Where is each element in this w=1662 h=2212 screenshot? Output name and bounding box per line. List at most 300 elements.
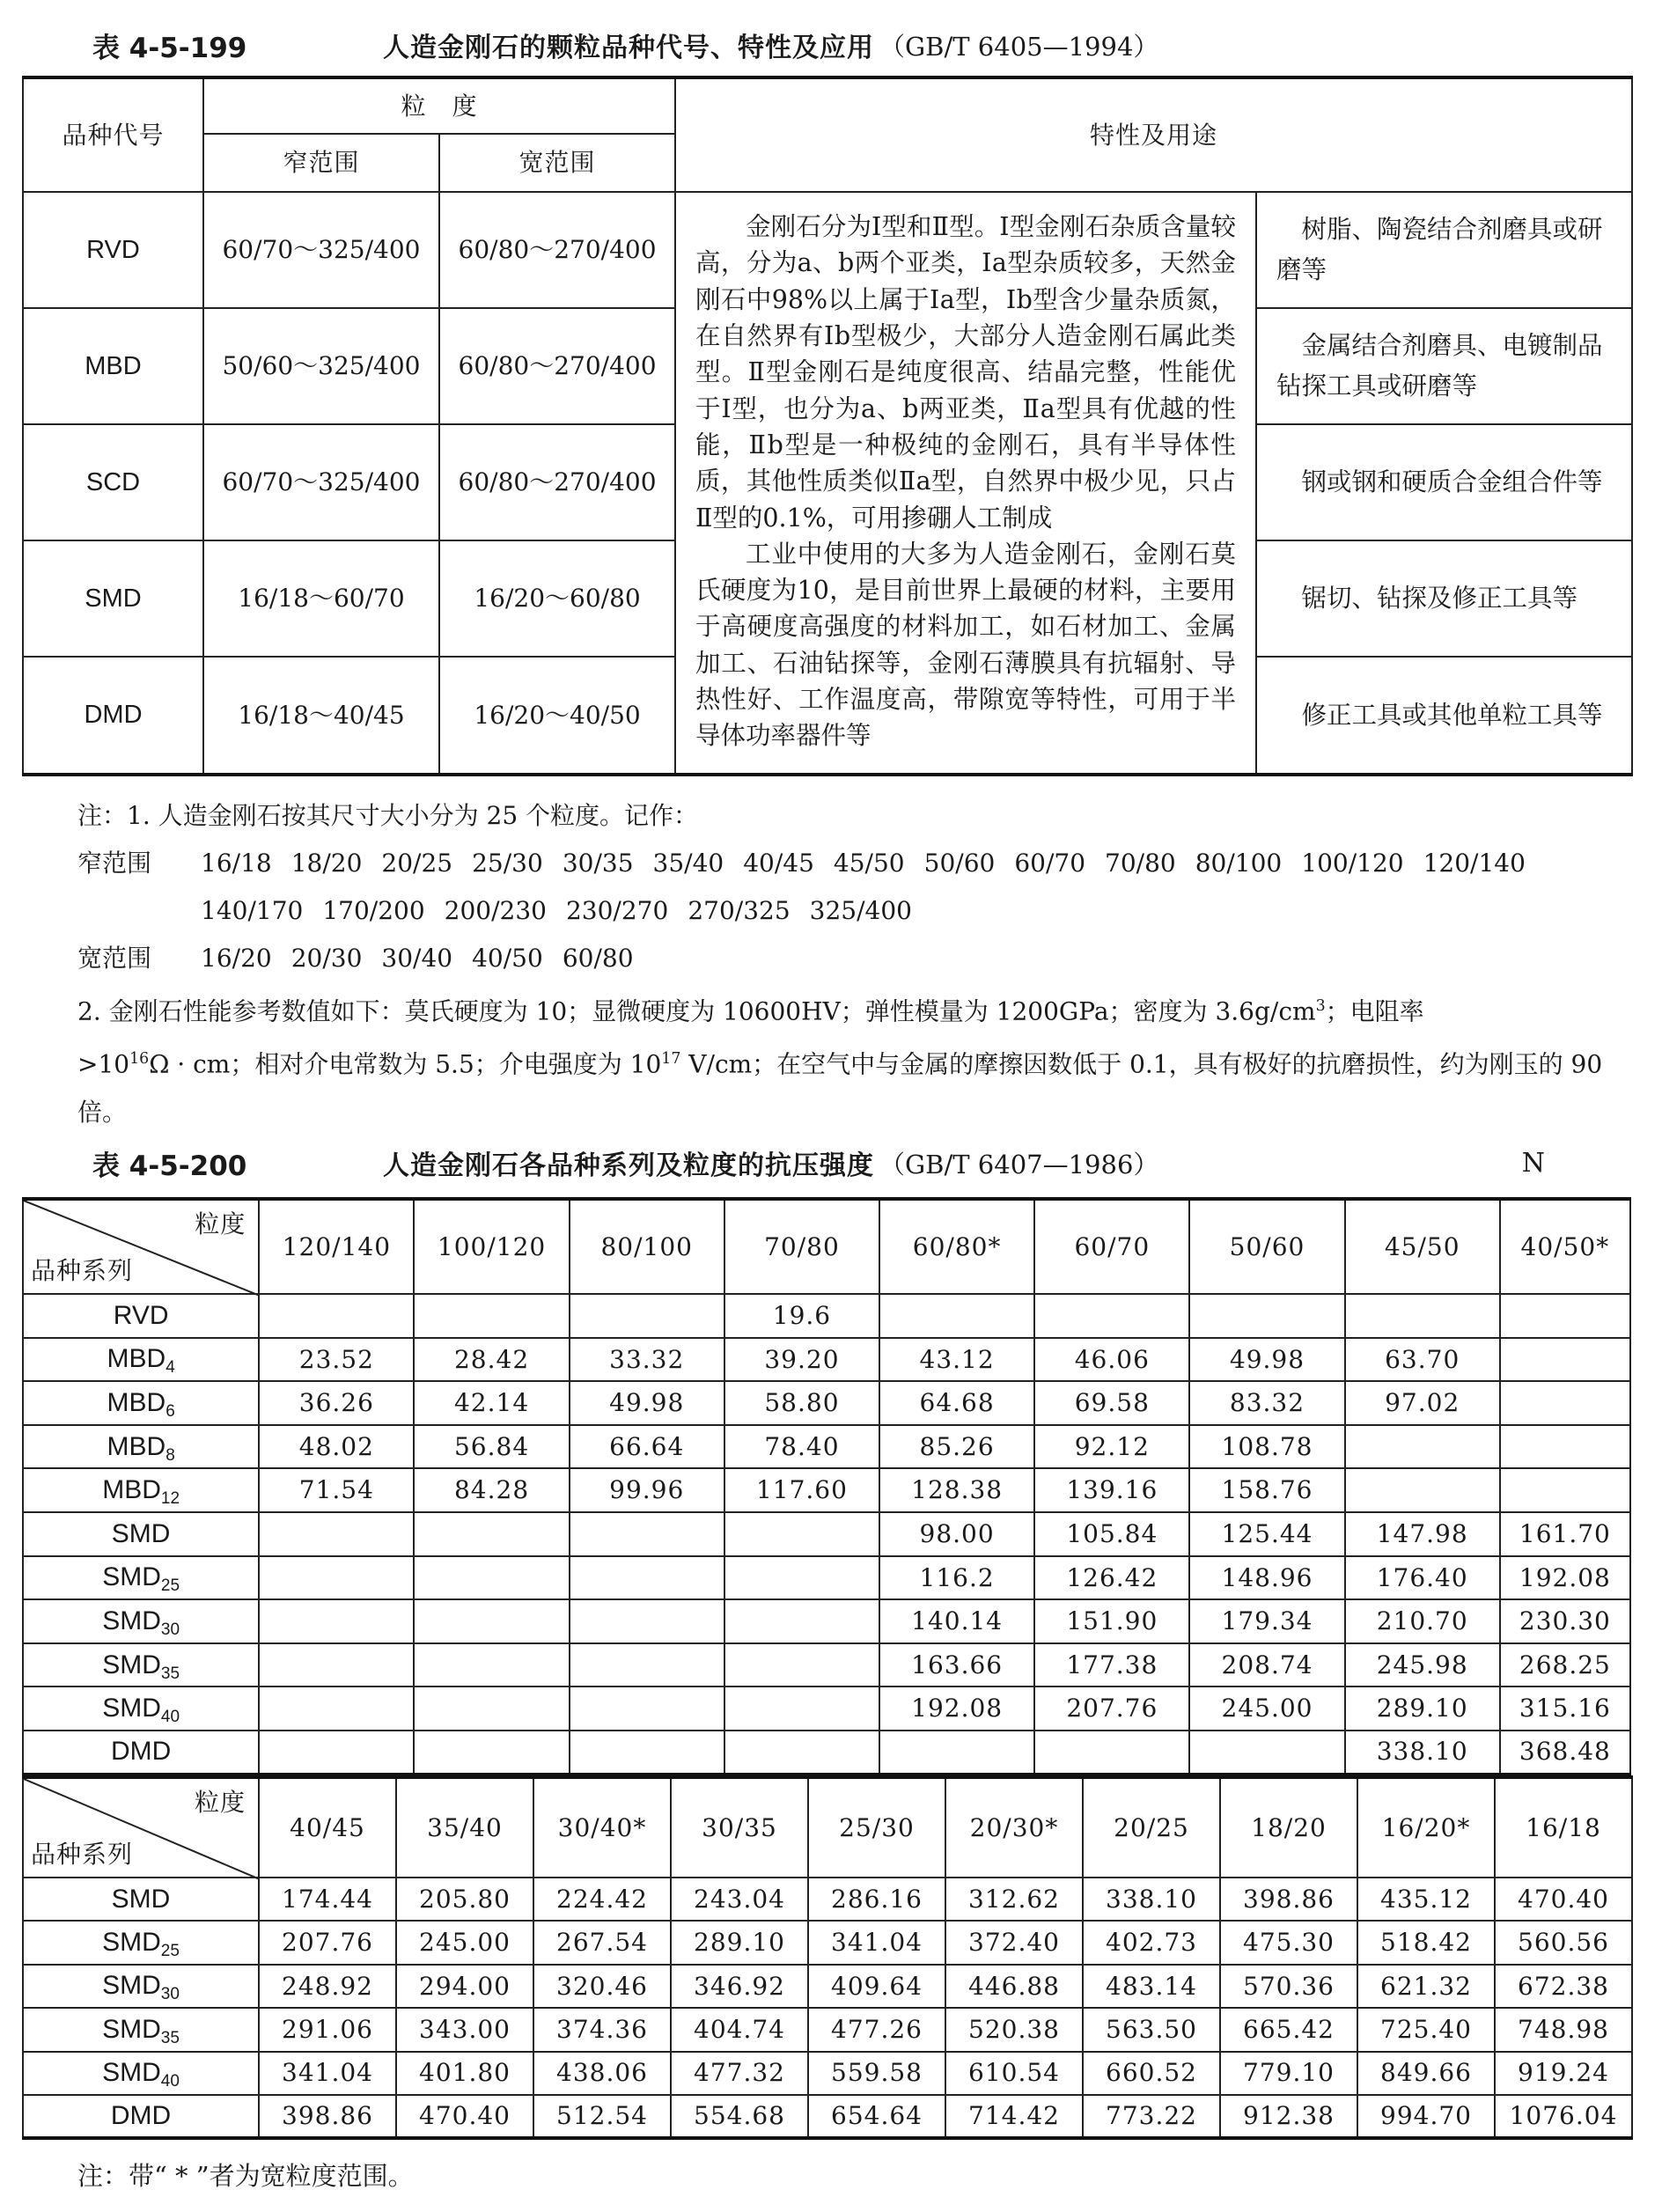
strength-value-cell: 28.42: [414, 1338, 569, 1382]
wide-cell: 16/20～60/80: [439, 540, 675, 657]
strength-value-cell: [570, 1556, 724, 1600]
series-name: SMD: [111, 1884, 171, 1914]
strength-value-cell: 97.02: [1345, 1381, 1500, 1425]
strength-value-cell: 46.06: [1034, 1338, 1189, 1382]
description-cell: [675, 192, 1256, 775]
note-2-text-a: 2. 金刚石性能参考数值如下：莫氏硬度为 10；显微硬度为 10600HV；弹性模量为 1200GPa；密度为 3.6g/cm: [77, 996, 1316, 1026]
strength-value-cell: 207.76: [259, 1921, 396, 1964]
table-row: [23, 1965, 1632, 2008]
strength-value-cell: 174.44: [259, 1878, 396, 1921]
strength-value-cell: [1500, 1294, 1630, 1338]
table-row: [23, 1731, 1630, 1775]
grain-size-item: 16/18: [201, 849, 272, 878]
series-name: RVD: [113, 1300, 169, 1330]
grain-size-item: 80/100: [1195, 849, 1283, 878]
strength-value-cell: [570, 1731, 724, 1775]
strength-value-cell: [1034, 1731, 1189, 1775]
strength-value-cell: 849.66: [1357, 2052, 1495, 2095]
grain-size-item: 60/80: [562, 944, 634, 973]
table-row: [23, 1599, 1630, 1643]
strength-value-cell: 268.25: [1500, 1643, 1630, 1687]
table1-title: 人造金刚石的颗粒品种代号、特性及应用: [383, 33, 874, 63]
strength-value-cell: 179.34: [1189, 1599, 1344, 1643]
strength-value-cell: 66.64: [570, 1425, 724, 1469]
table-row: [23, 1878, 1632, 1921]
table-row: [23, 1921, 1632, 1964]
strength-value-cell: 446.88: [945, 1965, 1083, 2008]
series-name-cell: [23, 1965, 259, 2008]
strength-value-cell: [1345, 1294, 1500, 1338]
use-cell: 修正工具或其他单粒工具等: [1256, 657, 1632, 775]
strength-value-cell: 312.62: [945, 1878, 1083, 1921]
strength-value-cell: 289.10: [1345, 1687, 1500, 1731]
note-2: [77, 982, 1636, 1136]
table-row: [23, 2095, 1632, 2138]
strength-value-cell: 654.64: [808, 2095, 945, 2138]
series-subscript: 4: [165, 1358, 175, 1378]
series-subscript: 25: [160, 1576, 180, 1596]
note-2-sup-c: 16: [129, 1050, 150, 1069]
grain-size-item: 30/35: [562, 849, 634, 878]
table-row: [23, 1338, 1630, 1382]
strength-value-cell: [879, 1731, 1034, 1775]
strength-value-cell: 470.40: [396, 2095, 533, 2138]
grain-size-item: 120/140: [1423, 849, 1526, 878]
strength-value-cell: 248.92: [259, 1965, 396, 2008]
strength-value-cell: 207.76: [1034, 1687, 1189, 1731]
strength-value-cell: [414, 1731, 569, 1775]
grain-size-header: 25/30: [808, 1777, 945, 1878]
grain-size-item: 325/400: [809, 896, 912, 925]
series-name-cell: [23, 1599, 259, 1643]
strength-value-cell: 401.80: [396, 2052, 533, 2095]
grain-size-header: 45/50: [1345, 1199, 1500, 1294]
strength-value-cell: 341.04: [259, 2052, 396, 2095]
header-code: 品种代号: [23, 77, 203, 192]
strength-value-cell: [570, 1643, 724, 1687]
strength-value-cell: 665.42: [1220, 2008, 1357, 2051]
corner-label-grain: 粒度: [194, 1788, 246, 1817]
strength-value-cell: 69.58: [1034, 1381, 1189, 1425]
header-wide: 宽范围: [439, 134, 675, 192]
series-subscript: 6: [165, 1401, 175, 1421]
table2-footnote: 注：带“ * ”者为宽粒度范围。: [77, 2161, 414, 2191]
strength-value-cell: 610.54: [945, 2052, 1083, 2095]
strength-value-cell: 48.02: [259, 1425, 414, 1469]
use-cell: 钢或钢和硬质合金组合件等: [1256, 424, 1632, 540]
strength-value-cell: 78.40: [724, 1425, 879, 1469]
strength-value-cell: 267.54: [533, 1921, 671, 1964]
strength-value-cell: 125.44: [1189, 1512, 1344, 1556]
grain-size-header: 16/20*: [1357, 1777, 1495, 1878]
note-2-sup-a: 3: [1315, 997, 1326, 1015]
strength-value-cell: 475.30: [1220, 1921, 1357, 1964]
strength-value-cell: 192.08: [1500, 1556, 1630, 1600]
grain-size-item: 270/325: [688, 896, 791, 925]
series-subscript: 30: [160, 1985, 180, 2004]
series-name-cell: [23, 1294, 259, 1338]
corner-header-cell: [23, 1777, 259, 1878]
series-subscript: 40: [160, 1708, 180, 1727]
strength-value-cell: 748.98: [1495, 2008, 1632, 2051]
grain-size-header: 18/20: [1220, 1777, 1357, 1878]
table-row: [23, 1425, 1630, 1469]
series-subscript: 12: [160, 1489, 180, 1509]
series-name-cell: [23, 1687, 259, 1731]
grain-size-item: 30/40: [381, 944, 453, 973]
table2-standard: （GB/T 6407—1986）: [879, 1149, 1159, 1179]
strength-value-cell: 163.66: [879, 1643, 1034, 1687]
description-paragraph-1: 金刚石分为Ⅰ型和Ⅱ型。Ⅰ型金刚石杂质含量较高，分为a、b两个亚类，Ⅰa型杂质较多，天然金刚石中98%以上属于Ⅰa型，Ⅰb型含少量杂质氮，在自然界有Ⅰb型极少，大部分人造金刚石属此类型。Ⅱ型金刚石是纯度很高、结晶完整，性能优于Ⅰ型，也分为a、b两亚类，Ⅱa型具有优越的性能，Ⅱb型是一种极纯的金刚石，具有半导体性质，其他性质类似Ⅱa型，自然界中极少见，只占Ⅱ型的0.1%，可用掺硼人工制成: [695, 212, 1237, 533]
strength-value-cell: [259, 1687, 414, 1731]
series-name-cell: [23, 1512, 259, 1556]
grain-size-item: 35/40: [652, 849, 724, 878]
strength-value-cell: 409.64: [808, 1965, 945, 2008]
series-name: SMD: [102, 1928, 161, 1958]
strength-value-cell: 139.16: [1034, 1468, 1189, 1512]
narrow-range-items-2: [201, 896, 931, 925]
strength-value-cell: 402.73: [1083, 1921, 1220, 1964]
series-name-cell: [23, 1425, 259, 1469]
strength-value-cell: [1189, 1731, 1344, 1775]
strength-value-cell: 108.78: [1189, 1425, 1344, 1469]
table-row: [23, 1468, 1630, 1512]
grain-size-header: 30/40*: [533, 1777, 671, 1878]
table2-part2: [22, 1775, 1633, 2140]
code-cell: MBD: [23, 308, 203, 424]
strength-value-cell: 404.74: [671, 2008, 808, 2051]
grain-size-item: 45/50: [833, 849, 905, 878]
strength-value-cell: 177.38: [1034, 1643, 1189, 1687]
strength-value-cell: 477.26: [808, 2008, 945, 2051]
series-name-cell: [23, 2052, 259, 2095]
strength-value-cell: 672.38: [1495, 1965, 1632, 2008]
series-name: SMD: [102, 1971, 161, 2001]
strength-value-cell: [1034, 1294, 1189, 1338]
strength-value-cell: 294.00: [396, 1965, 533, 2008]
strength-value-cell: 63.70: [1345, 1338, 1500, 1382]
strength-value-cell: [414, 1599, 569, 1643]
note-2-text-c: >10: [77, 1049, 130, 1079]
table-row: [23, 2008, 1632, 2051]
table-row: [23, 2052, 1632, 2095]
series-name-cell: [23, 1381, 259, 1425]
series-name-cell: [23, 1731, 259, 1775]
strength-value-cell: 36.26: [259, 1381, 414, 1425]
strength-value-cell: 210.70: [1345, 1599, 1500, 1643]
grain-size-header: 35/40: [396, 1777, 533, 1878]
strength-value-cell: 92.12: [1034, 1425, 1189, 1469]
strength-value-cell: [259, 1556, 414, 1600]
strength-value-cell: 520.38: [945, 2008, 1083, 2051]
strength-value-cell: 374.36: [533, 2008, 671, 2051]
strength-value-cell: 560.56: [1495, 1921, 1632, 1964]
strength-value-cell: [1189, 1294, 1344, 1338]
grain-size-header: 60/80*: [879, 1199, 1034, 1294]
strength-value-cell: 315.16: [1500, 1687, 1630, 1731]
note-2-text-e: V/cm；在空气中与金属的摩擦因数低于 0.1，具有极好的抗磨损性，约为刚玉的 90 倍。: [77, 1049, 1603, 1127]
strength-value-cell: 192.08: [879, 1687, 1034, 1731]
strength-value-cell: 398.86: [1220, 1878, 1357, 1921]
header-grain: 粒 度: [203, 77, 675, 134]
strength-value-cell: [259, 1643, 414, 1687]
strength-value-cell: 343.00: [396, 2008, 533, 2051]
strength-value-cell: 49.98: [570, 1381, 724, 1425]
strength-value-cell: 205.80: [396, 1878, 533, 1921]
note-2-text-d: Ω · cm；相对介电常数为 5.5；介电强度为 10: [149, 1049, 662, 1079]
table1-standard: （GB/T 6405—1994）: [879, 31, 1159, 62]
grain-size-item: 100/120: [1301, 849, 1404, 878]
code-cell: SMD: [23, 540, 203, 657]
grain-size-item: 18/20: [290, 849, 363, 878]
series-name: MBD: [107, 1387, 166, 1417]
strength-value-cell: [1345, 1425, 1500, 1469]
strength-value-cell: [414, 1556, 569, 1600]
use-cell: 金属结合剂磨具、电镀制品钻探工具或研磨等: [1256, 308, 1632, 424]
grain-size-item: 50/60: [923, 849, 996, 878]
grain-size-item: 230/270: [565, 896, 669, 925]
narrow-cell: 16/18～60/70: [203, 540, 439, 657]
strength-value-cell: 126.42: [1034, 1556, 1189, 1600]
strength-value-cell: 338.10: [1083, 1878, 1220, 1921]
strength-value-cell: 224.42: [533, 1878, 671, 1921]
strength-value-cell: 245.98: [1345, 1643, 1500, 1687]
series-name: MBD: [107, 1344, 166, 1374]
strength-value-cell: 341.04: [808, 1921, 945, 1964]
strength-value-cell: [1345, 1468, 1500, 1512]
series-name-cell: [23, 1878, 259, 1921]
series-subscript: 35: [160, 1664, 180, 1683]
strength-value-cell: [414, 1294, 569, 1338]
note-1: 注：1. 人造金刚石按其尺寸大小分为 25 个粒度。记作：: [77, 801, 699, 830]
strength-value-cell: 994.70: [1357, 2095, 1495, 2138]
table1-caption: [92, 23, 1633, 67]
strength-value-cell: 43.12: [879, 1338, 1034, 1382]
strength-value-cell: 230.30: [1500, 1599, 1630, 1643]
grain-size-header: 30/35: [671, 1777, 808, 1878]
strength-value-cell: 346.92: [671, 1965, 808, 2008]
grain-size-header: 60/70: [1034, 1199, 1189, 1294]
strength-value-cell: 39.20: [724, 1338, 879, 1382]
strength-value-cell: 438.06: [533, 2052, 671, 2095]
grain-size-header: 40/50*: [1500, 1199, 1630, 1294]
series-name: DMD: [110, 2101, 172, 2131]
grain-size-item: 20/30: [290, 944, 363, 973]
strength-value-cell: 99.96: [570, 1468, 724, 1512]
strength-value-cell: [724, 1687, 879, 1731]
series-name: SMD: [102, 2058, 161, 2088]
strength-value-cell: [724, 1556, 879, 1600]
strength-value-cell: 773.22: [1083, 2095, 1220, 2138]
strength-value-cell: 84.28: [414, 1468, 569, 1512]
table2-part1: [22, 1197, 1631, 1776]
table2-caption: [92, 1141, 1633, 1185]
use-cell: 树脂、陶瓷结合剂磨具或研磨等: [1256, 192, 1632, 308]
strength-value-cell: 58.80: [724, 1381, 879, 1425]
strength-value-cell: [414, 1687, 569, 1731]
series-name-cell: [23, 2095, 259, 2138]
strength-value-cell: 338.10: [1345, 1731, 1500, 1775]
strength-value-cell: 208.74: [1189, 1643, 1344, 1687]
strength-value-cell: [724, 1512, 879, 1556]
header-props: 特性及用途: [675, 77, 1632, 192]
strength-value-cell: [570, 1599, 724, 1643]
table-row: [23, 1556, 1630, 1600]
strength-value-cell: 56.84: [414, 1425, 569, 1469]
grain-size-header: 40/45: [259, 1777, 396, 1878]
strength-value-cell: 117.60: [724, 1468, 879, 1512]
grain-size-header: 120/140: [259, 1199, 414, 1294]
strength-value-cell: 291.06: [259, 2008, 396, 2051]
series-name-cell: [23, 1643, 259, 1687]
strength-value-cell: 320.46: [533, 1965, 671, 2008]
grain-size-header: 80/100: [570, 1199, 724, 1294]
strength-value-cell: [414, 1643, 569, 1687]
table2-unit: N: [1521, 1147, 1545, 1179]
use-cell: 锯切、钻探及修正工具等: [1256, 540, 1632, 657]
table-row: [23, 1294, 1630, 1338]
strength-value-cell: 554.68: [671, 2095, 808, 2138]
strength-value-cell: [724, 1599, 879, 1643]
corner-header-cell: [23, 1199, 259, 1294]
corner-label-series: 品种系列: [31, 1840, 134, 1870]
grain-size-item: 25/30: [472, 849, 543, 878]
code-cell: DMD: [23, 657, 203, 775]
grain-size-item: 70/80: [1105, 849, 1176, 878]
header-narrow: 窄范围: [203, 134, 439, 192]
strength-value-cell: [1500, 1468, 1630, 1512]
note-2-sup-d: 17: [661, 1050, 681, 1069]
grain-size-header: 50/60: [1189, 1199, 1344, 1294]
corner-label-grain: 粒度: [195, 1209, 246, 1238]
strength-value-cell: [570, 1687, 724, 1731]
table-row: [23, 1687, 1630, 1731]
series-subscript: 8: [165, 1445, 175, 1465]
grain-size-item: 40/50: [472, 944, 543, 973]
strength-value-cell: 116.2: [879, 1556, 1034, 1600]
strength-value-cell: [1500, 1381, 1630, 1425]
strength-value-cell: 779.10: [1220, 2052, 1357, 2095]
strength-value-cell: 83.32: [1189, 1381, 1344, 1425]
strength-value-cell: 570.36: [1220, 1965, 1357, 2008]
grain-size-header: 20/30*: [945, 1777, 1083, 1878]
table-row: [23, 1643, 1630, 1687]
strength-value-cell: 518.42: [1357, 1921, 1495, 1964]
series-name: MBD: [102, 1475, 161, 1505]
table1: [22, 76, 1633, 776]
series-name: SMD: [102, 1650, 161, 1679]
description-paragraph-2: 工业中使用的大多为人造金刚石，金刚石莫氏硬度为10，是目前世界上最硬的材料，主要用于高硬度高强度的材料加工，如石材加工、金属加工、石油钻探等，金刚石薄膜具有抗辐射、导热性好、工作温度高，带隙宽等特性，可用于半导体功率器件等: [695, 539, 1237, 751]
narrow-range-items: [201, 849, 1545, 878]
strength-value-cell: 151.90: [1034, 1599, 1189, 1643]
strength-value-cell: 435.12: [1357, 1878, 1495, 1921]
grain-size-item: 170/200: [322, 896, 425, 925]
strength-value-cell: 19.6: [724, 1294, 879, 1338]
table2-number: 表 4-5-200: [92, 1150, 247, 1182]
strength-value-cell: [259, 1512, 414, 1556]
notes: [77, 792, 1636, 1136]
table1-number: 表 4-5-199: [92, 32, 247, 64]
strength-value-cell: 105.84: [1034, 1512, 1189, 1556]
series-subscript: 35: [160, 2028, 180, 2047]
corner-label-series: 品种系列: [31, 1256, 134, 1286]
code-cell: RVD: [23, 192, 203, 308]
narrow-range-line-2: [77, 887, 1636, 935]
strength-value-cell: 161.70: [1500, 1512, 1630, 1556]
strength-value-cell: 49.98: [1189, 1338, 1344, 1382]
code-cell: SCD: [23, 424, 203, 540]
wide-cell: 60/80～270/400: [439, 192, 675, 308]
series-name: MBD: [107, 1431, 166, 1461]
strength-value-cell: 559.58: [808, 2052, 945, 2095]
strength-value-cell: 398.86: [259, 2095, 396, 2138]
narrow-range-line-1: [77, 840, 1636, 887]
strength-value-cell: 128.38: [879, 1468, 1034, 1512]
strength-value-cell: [414, 1512, 569, 1556]
series-subscript: 40: [160, 2072, 180, 2091]
series-name-cell: [23, 1556, 259, 1600]
series-subscript: 25: [160, 1942, 180, 1961]
grain-size-header: 16/18: [1495, 1777, 1632, 1878]
strength-value-cell: 23.52: [259, 1338, 414, 1382]
grain-size-item: 40/45: [743, 849, 814, 878]
series-name: SMD: [102, 2014, 161, 2044]
strength-value-cell: 621.32: [1357, 1965, 1495, 2008]
narrow-range-label: 窄范围: [77, 849, 152, 878]
series-name: SMD: [111, 1518, 171, 1548]
grain-size-header: 20/25: [1083, 1777, 1220, 1878]
grain-size-header: 70/80: [724, 1199, 879, 1294]
strength-value-cell: [259, 1294, 414, 1338]
strength-value-cell: 368.48: [1500, 1731, 1630, 1775]
strength-value-cell: 912.38: [1220, 2095, 1357, 2138]
strength-value-cell: 289.10: [671, 1921, 808, 1964]
series-name: SMD: [102, 1694, 161, 1723]
table-row: [23, 1381, 1630, 1425]
strength-value-cell: [1500, 1338, 1630, 1382]
strength-value-cell: 158.76: [1189, 1468, 1344, 1512]
strength-value-cell: 245.00: [1189, 1687, 1344, 1731]
wide-range-line: [77, 935, 1636, 982]
wide-range-items: [201, 944, 653, 973]
series-name-cell: [23, 1921, 259, 1964]
wide-cell: 60/80～270/400: [439, 424, 675, 540]
grain-size-header: 100/120: [414, 1199, 569, 1294]
strength-value-cell: [570, 1294, 724, 1338]
strength-value-cell: 85.26: [879, 1425, 1034, 1469]
wide-cell: 16/20～40/50: [439, 657, 675, 775]
series-subscript: 30: [160, 1620, 180, 1639]
strength-value-cell: [1500, 1425, 1630, 1469]
narrow-cell: 16/18～40/45: [203, 657, 439, 775]
strength-value-cell: 919.24: [1495, 2052, 1632, 2095]
narrow-cell: 60/70～325/400: [203, 424, 439, 540]
table2-title: 人造金刚石各品种系列及粒度的抗压强度: [383, 1150, 874, 1181]
grain-size-item: 16/20: [201, 944, 272, 973]
strength-value-cell: 245.00: [396, 1921, 533, 1964]
wide-cell: 60/80～270/400: [439, 308, 675, 424]
grain-size-item: 20/25: [381, 849, 453, 878]
strength-value-cell: 148.96: [1189, 1556, 1344, 1600]
strength-value-cell: 563.50: [1083, 2008, 1220, 2051]
strength-value-cell: 33.32: [570, 1338, 724, 1382]
note-2-text-b: ；电阻率: [1325, 996, 1424, 1026]
narrow-cell: 50/60～325/400: [203, 308, 439, 424]
series-name-cell: [23, 1338, 259, 1382]
strength-value-cell: 483.14: [1083, 1965, 1220, 2008]
strength-value-cell: [259, 1599, 414, 1643]
strength-value-cell: 98.00: [879, 1512, 1034, 1556]
